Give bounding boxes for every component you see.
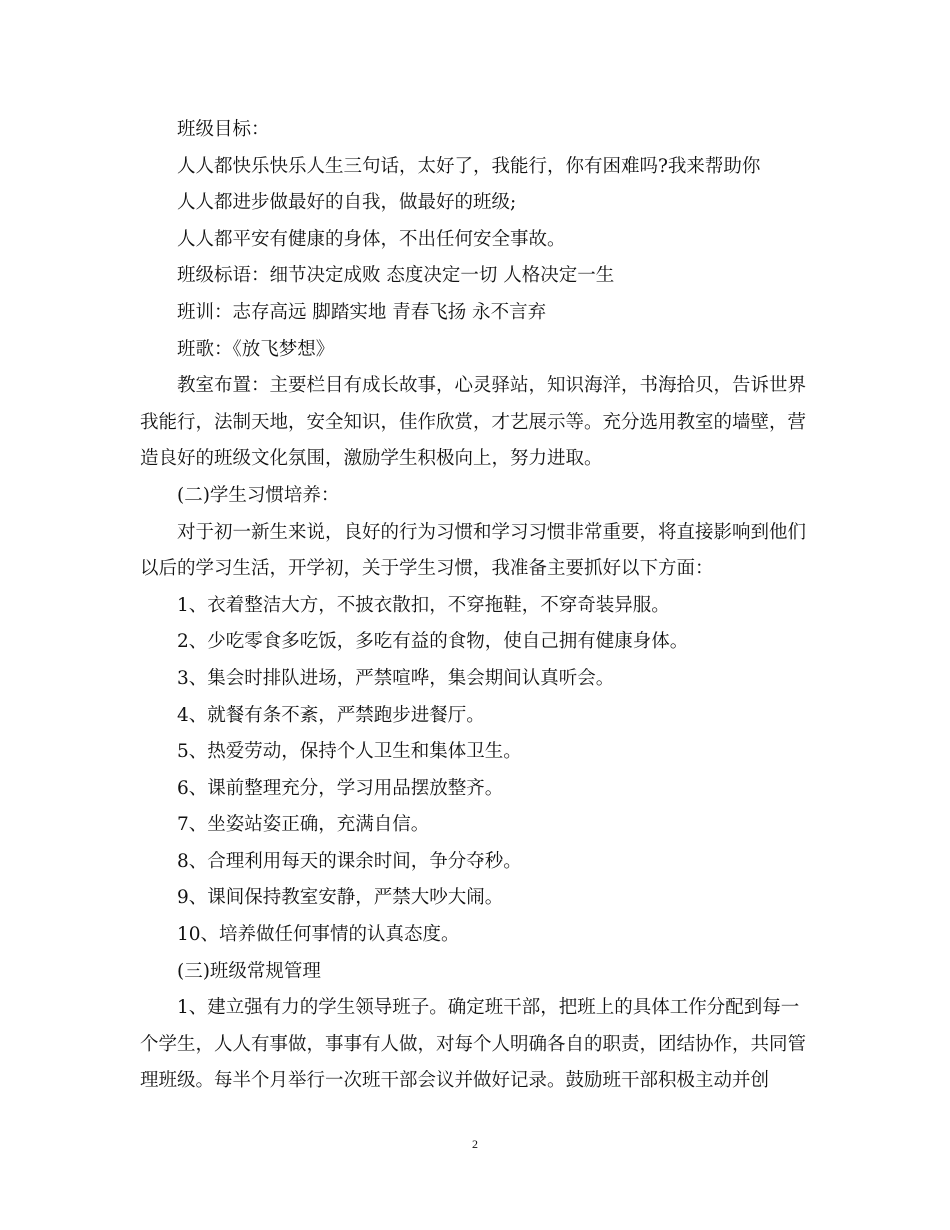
paragraph-class-song: 班歌：《放飞梦想》 <box>177 338 335 360</box>
list-item-habit-1: 1、衣着整洁大方，不披衣散扣，不穿拖鞋，不穿奇装异服。 <box>177 594 670 616</box>
section-heading-habits: (二)学生习惯培养： <box>177 484 340 506</box>
paragraph-class-motto: 班训：志存高远 脚踏实地 青春飞扬 永不言弃 <box>177 301 547 323</box>
paragraph-leadership-team: 1、建立强有力的学生领导班子。确定班干部，把班上的具体工作分配到每一个学生，人人有事做，事事有人做，对每个人明确各自的职责，团结协作，共同管理班级。每半个月举行一次班干部会议并做好记录。鼓励班干部积极主动并创 <box>140 997 807 1092</box>
page-number: 2 <box>472 1137 478 1151</box>
list-item-habit-4: 4、就餐有条不紊，严禁跑步进餐厅。 <box>177 704 485 726</box>
section-heading-routine-management: (三)班级常规管理 <box>177 960 321 982</box>
list-item-habit-6: 6、课前整理充分，学习用品摆放整齐。 <box>177 777 504 799</box>
paragraph-classroom-layout: 教室布置：主要栏目有成长故事，心灵驿站，知识海洋，书海拾贝，告诉世界我能行，法制天地，安全知识，佳作欣赏，才艺展示等。充分选用教室的墙壁，营造良好的班级文化氛围，激励学生积极向上，努力进取。 <box>140 375 807 470</box>
list-item-habit-3: 3、集会时排队进场，严禁喧哗，集会期间认真听会。 <box>177 667 615 689</box>
paragraph-habits-intro: 对于初一新生来说，良好的行为习惯和学习习惯非常重要，将直接影响到他们以后的学习生活，开学初，关于学生习惯，我准备主要抓好以下方面： <box>140 521 807 580</box>
list-item-habit-10: 10、培养做任何事情的认真态度。 <box>177 924 460 946</box>
list-item-habit-7: 7、坐姿站姿正确，充满自信。 <box>177 814 430 836</box>
paragraph-goal-safety: 人人都平安有健康的身体，不出任何安全事故。 <box>177 228 566 250</box>
document-body <box>140 112 810 1100</box>
paragraph-goal-happy: 人人都快乐快乐人生三句话，太好了，我能行，你有困难吗?我来帮助你 <box>177 155 761 177</box>
paragraph-class-slogan: 班级标语：细节决定成败 态度决定一切 人格决定一生 <box>177 265 615 287</box>
list-item-habit-5: 5、热爱劳动，保持个人卫生和集体卫生。 <box>177 741 522 763</box>
list-item-habit-8: 8、合理利用每天的课余时间，争分夺秒。 <box>177 850 522 872</box>
list-item-habit-2: 2、少吃零食多吃饭，多吃有益的食物，使自己拥有健康身体。 <box>177 631 689 653</box>
paragraph-class-goal-heading: 班级目标： <box>177 119 270 140</box>
paragraph-goal-progress: 人人都进步做最好的自我，做最好的班级; <box>177 192 517 214</box>
list-item-habit-9: 9、课间保持教室安静，严禁大吵大闹。 <box>177 887 504 909</box>
